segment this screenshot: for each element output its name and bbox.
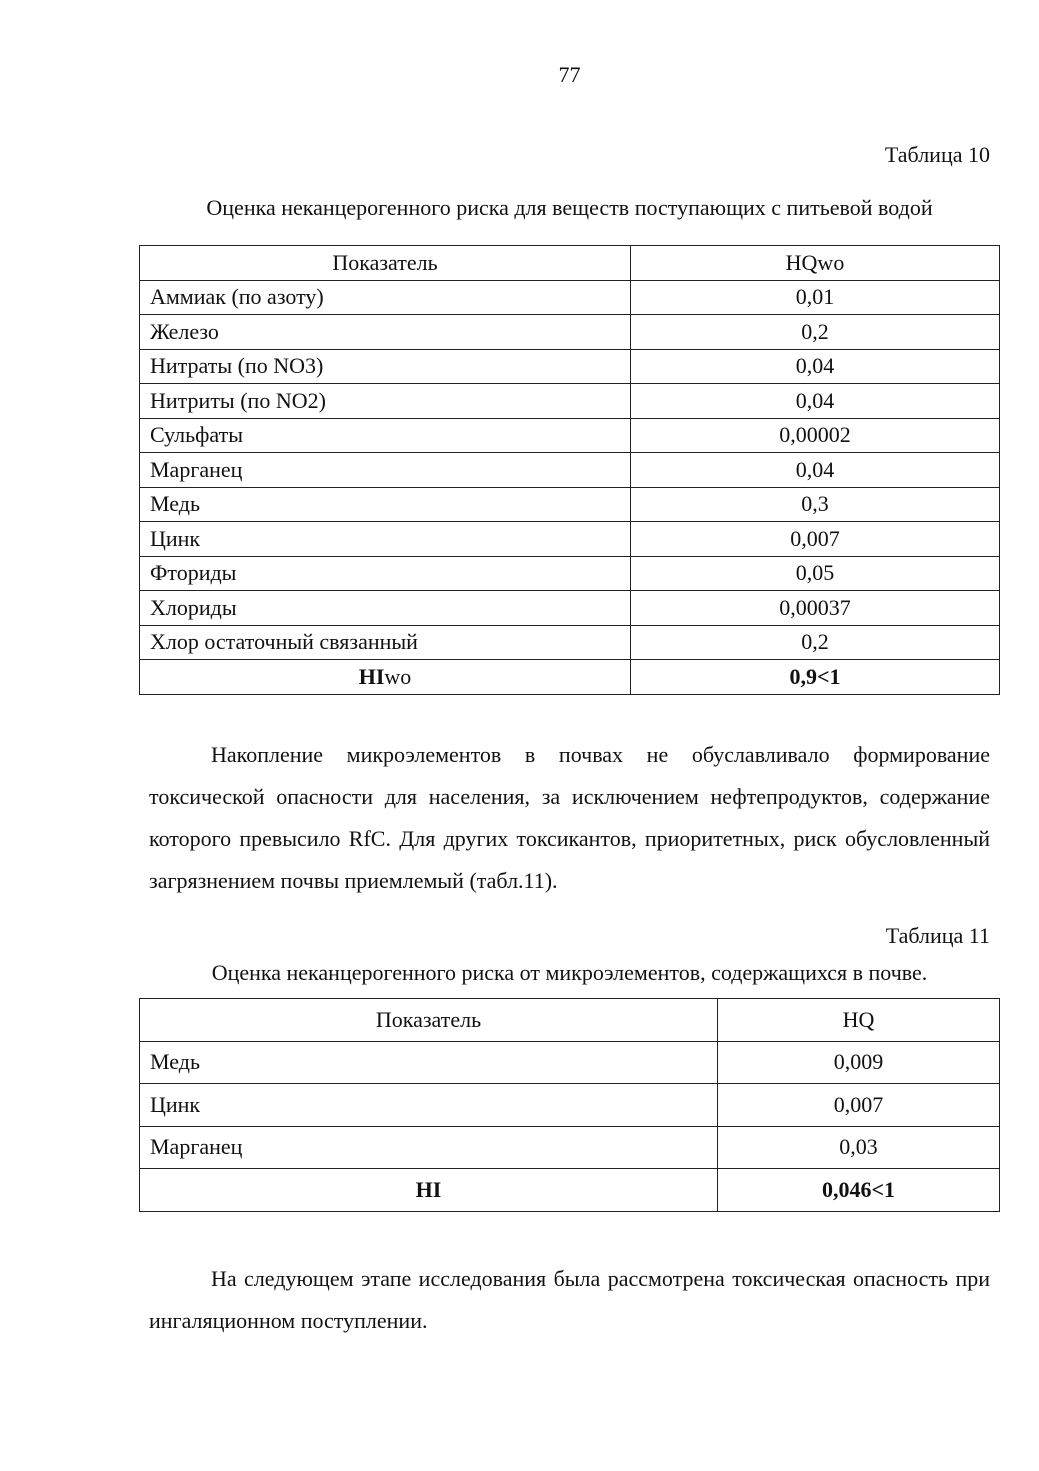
paragraph-inhalation-text: На следующем этапе исследования была рассмотрена токсическая опасность при ингаляционном поступлении. [149, 1266, 990, 1333]
table10-row-value: 0,2 [631, 315, 1000, 350]
table10-row [140, 280, 1000, 315]
table10-row-value: 0,00037 [631, 591, 1000, 626]
table11-label: Таблица 11 [885, 923, 990, 948]
table10-label: Таблица 10 [884, 142, 990, 167]
table10-row-value: 0,05 [631, 556, 1000, 591]
table10-row-value: 0,007 [631, 522, 1000, 557]
table10-row-name: Фториды [140, 556, 631, 591]
table11-row [140, 1084, 1000, 1127]
table10-row [140, 418, 1000, 453]
table11-row-value: 0,03 [718, 1126, 1000, 1169]
table10-caption: Оценка неканцерогенного риска для веществ поступающих с питьевой водой [206, 195, 933, 220]
table11-header-indicator: Показатель [140, 999, 718, 1042]
table11-row [140, 1041, 1000, 1084]
table10-row-value: 0,04 [631, 384, 1000, 419]
table10-row [140, 625, 1000, 660]
table11-total-name: HI [140, 1169, 718, 1212]
table10-row-name: Аммиак (по азоту) [140, 280, 631, 315]
table11-total-row [140, 1169, 1000, 1212]
table10-row-name: Хлор остаточный связанный [140, 625, 631, 660]
table10-row-value: 0,04 [631, 453, 1000, 488]
table10-row-value: 0,00002 [631, 418, 1000, 453]
table10-row-name: Медь [140, 487, 631, 522]
table11-header-value: HQ [718, 999, 1000, 1042]
page-number: 77 [558, 62, 581, 87]
table11-row [140, 1126, 1000, 1169]
paragraph-soil-text: Накопление микроэлементов в почвах не обуславливало формирование токсической опасности для населения, за исключением нефтепродуктов, содержание которого превысило RfC. Для других токсикантов, приоритетных, риск обусловленный загрязнением почвы приемлемый (табл.11). [149, 742, 990, 893]
table10-row-name: Сульфаты [140, 418, 631, 453]
table10-row [140, 384, 1000, 419]
table10-row-name: Марганец [140, 453, 631, 488]
table11-row-name: Цинк [140, 1084, 718, 1127]
table10-row-name: Нитраты (по NO3) [140, 349, 631, 384]
table11-row-name: Медь [140, 1041, 718, 1084]
table10-row [140, 315, 1000, 350]
table10-row-value: 0,2 [631, 625, 1000, 660]
table10-row-name: Цинк [140, 522, 631, 557]
table10-row-name: Хлориды [140, 591, 631, 626]
table10-header-value: HQwo [631, 246, 1000, 281]
table10-row-value: 0,3 [631, 487, 1000, 522]
table11-header-row [140, 999, 1000, 1042]
table10-row [140, 522, 1000, 557]
table11-row-value: 0,007 [718, 1084, 1000, 1127]
table10-row-name: Железо [140, 315, 631, 350]
table10-row [140, 591, 1000, 626]
table10-row [140, 487, 1000, 522]
table10-total-value: 0,9<1 [631, 660, 1000, 695]
table10-total-name [140, 660, 631, 695]
table10-row-value: 0,01 [631, 280, 1000, 315]
table10-total-name-bold: HI [358, 663, 385, 689]
table10-header-indicator: Показатель [140, 246, 631, 281]
table10-total-row [140, 660, 1000, 695]
table11-caption: Оценка неканцерогенного риска от микроэлементов, содержащихся в почве. [211, 960, 928, 985]
table11-row-value: 0,009 [718, 1041, 1000, 1084]
table10-row [140, 349, 1000, 384]
table10-total-name-suffix: wo [384, 663, 412, 689]
table10-row [140, 453, 1000, 488]
paragraph-inhalation [149, 1258, 990, 1342]
table10-row-name: Нитриты (по NO2) [140, 384, 631, 419]
table11-total-value: 0,046<1 [718, 1169, 1000, 1212]
table11 [139, 998, 1000, 1212]
paragraph-soil [149, 734, 990, 902]
table10-header-row [140, 246, 1000, 281]
table11-row-name: Марганец [140, 1126, 718, 1169]
table10-row [140, 556, 1000, 591]
table10 [139, 245, 1000, 695]
table10-row-value: 0,04 [631, 349, 1000, 384]
